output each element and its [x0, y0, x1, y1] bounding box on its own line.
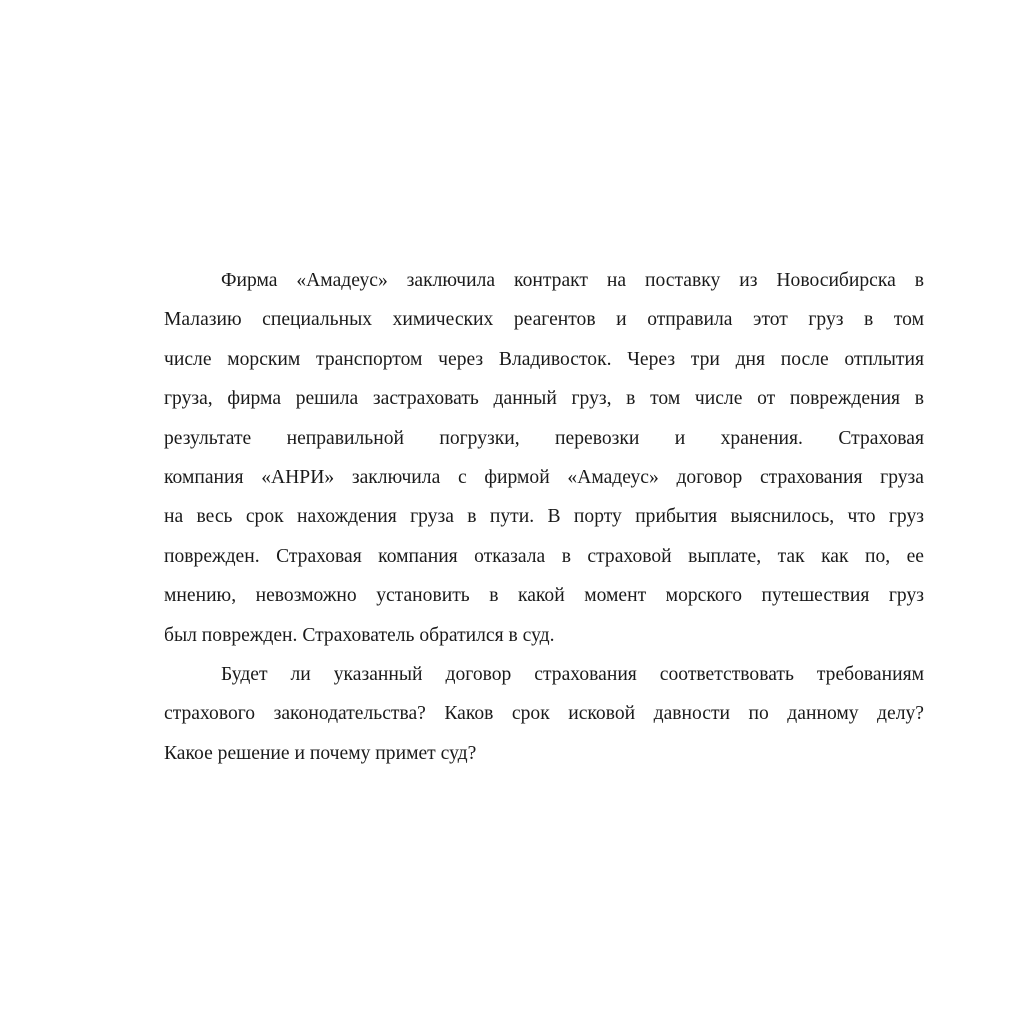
text-line: результате неправильной погрузки, перевозки и хранения. Страховая — [164, 427, 924, 449]
text-line: числе морским транспортом через Владивосток. Через три дня после отплытия — [164, 348, 924, 370]
document-page — [164, 261, 924, 773]
text-line: Какое решение и почему примет суд? — [164, 742, 477, 764]
text-line: страхового законодательства? Каков срок исковой давности по данному делу? — [164, 703, 924, 725]
text-line: Фирма «Амадеус» заключила контракт на поставку из Новосибирска в — [221, 270, 924, 291]
text-line: Будет ли указанный договор страхования соответствовать требованиям — [221, 664, 924, 686]
text-line: был поврежден. Страхователь обратился в суд. — [164, 624, 555, 646]
text-line: на весь срок нахождения груза в пути. В порту прибытия выяснилось, что груз — [164, 506, 924, 528]
paragraph-questions — [164, 655, 924, 773]
text-line: мнению, невозможно установить в какой момент морского путешествия груз — [164, 585, 924, 607]
text-line: Малазию специальных химических реагентов и отправила этот груз в том — [164, 309, 924, 331]
text-line: груза, фирма решила застраховать данный груз, в том числе от повреждения в — [164, 388, 924, 410]
text-line: поврежден. Страховая компания отказала в страховой выплате, так как по, ее — [164, 545, 924, 567]
text-line: компания «АНРИ» заключила с фирмой «Амадеус» договор страхования груза — [164, 467, 924, 489]
paragraph-case-description — [164, 261, 924, 655]
